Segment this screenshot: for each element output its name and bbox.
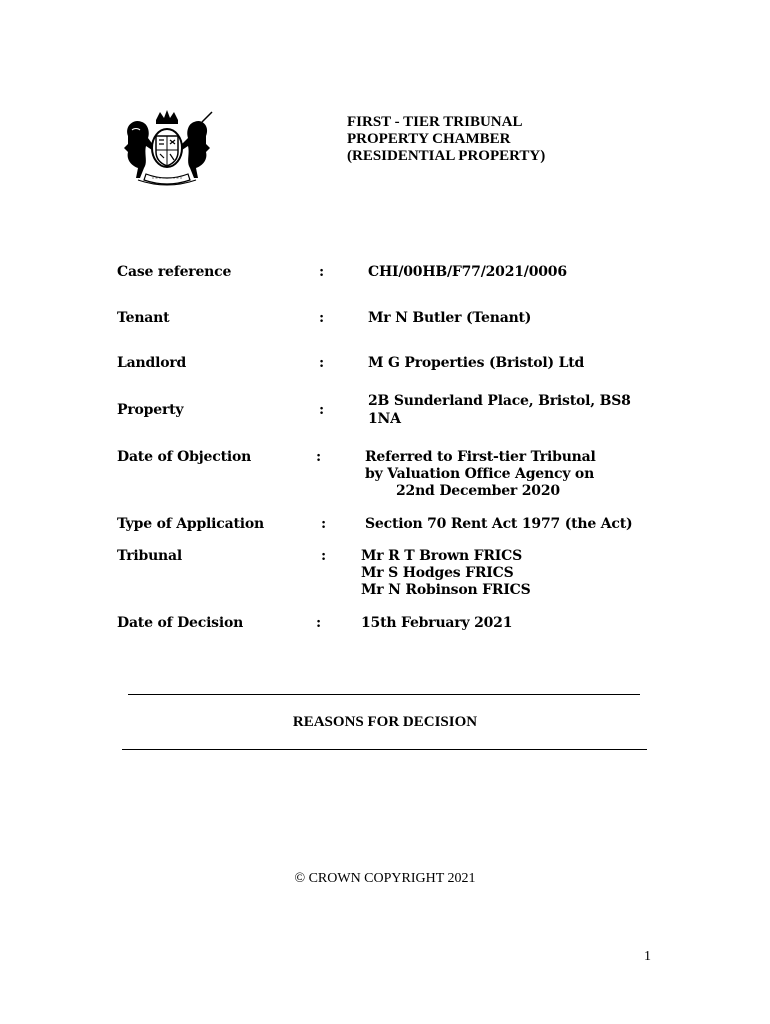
- detail-colon: :: [319, 355, 325, 371]
- detail-value: Referred to First-tier Tribunal: [365, 449, 596, 465]
- page-number: 1: [644, 949, 651, 964]
- detail-value: 2B Sunderland Place, Bristol, BS8: [368, 393, 631, 409]
- detail-label: Date of Objection: [117, 449, 252, 465]
- detail-colon: :: [316, 615, 322, 631]
- detail-label: Property: [117, 402, 184, 418]
- detail-label: Date of Decision: [117, 615, 244, 631]
- detail-label: Tenant: [117, 310, 170, 326]
- detail-colon: :: [316, 449, 322, 465]
- detail-label: Tribunal: [117, 548, 183, 564]
- detail-value: 15th February 2021: [361, 615, 513, 631]
- heading-line: PROPERTY CHAMBER: [347, 131, 511, 147]
- detail-value: Section 70 Rent Act 1977 (the Act): [365, 516, 633, 532]
- detail-value: Mr N Robinson FRICS: [361, 582, 531, 598]
- detail-value: Mr S Hodges FRICS: [361, 565, 514, 581]
- detail-colon: :: [319, 264, 325, 280]
- detail-value: by Valuation Office Agency on: [365, 466, 595, 482]
- detail-value: 22nd December 2020: [396, 483, 560, 499]
- detail-label: Type of Application: [117, 516, 264, 532]
- detail-colon: :: [321, 548, 327, 564]
- detail-colon: :: [319, 310, 325, 326]
- divider-top: [128, 694, 640, 695]
- heading-line: (RESIDENTIAL PROPERTY): [347, 148, 546, 164]
- detail-colon: :: [321, 516, 327, 532]
- detail-value: M G Properties (Bristol) Ltd: [368, 355, 585, 371]
- copyright-notice: © CROWN COPYRIGHT 2021: [294, 871, 476, 886]
- detail-label: Case reference: [117, 264, 232, 280]
- tribunal-heading: [347, 114, 545, 165]
- detail-value: Mr R T Brown FRICS: [361, 548, 522, 564]
- reasons-title: REASONS FOR DECISION: [292, 714, 478, 730]
- detail-label: Landlord: [117, 355, 187, 371]
- detail-value: CHI/00HB/F77/2021/0006: [368, 264, 567, 280]
- royal-coat-of-arms-icon: [118, 108, 216, 190]
- detail-value: 1NA: [368, 411, 401, 427]
- heading-line: FIRST - TIER TRIBUNAL: [347, 114, 523, 130]
- divider-bottom: [122, 749, 647, 750]
- detail-colon: :: [319, 402, 325, 418]
- detail-value: Mr N Butler (Tenant): [368, 310, 532, 326]
